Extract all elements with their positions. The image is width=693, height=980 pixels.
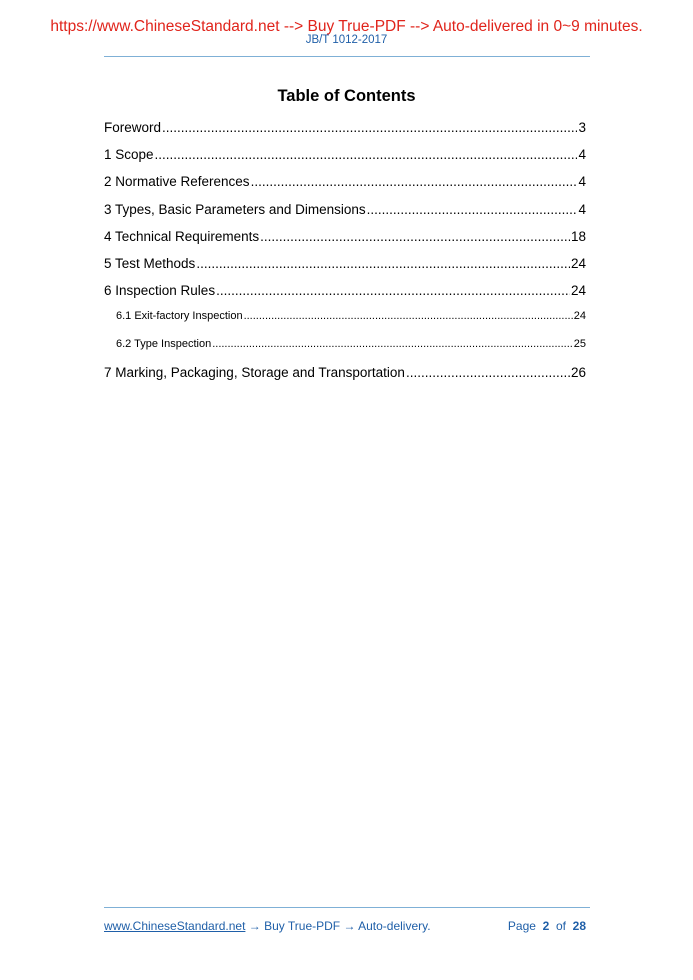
footer-divider — [104, 907, 590, 908]
total-pages-number: 28 — [572, 919, 586, 933]
toc-entry-type-inspection[interactable] — [104, 338, 586, 365]
toc-entry-page: 18 — [570, 228, 586, 244]
page-indicator — [508, 919, 586, 933]
toc-leader-dots — [196, 256, 570, 271]
toc-leader-dots — [367, 202, 578, 217]
toc-entry-page: 25 — [573, 337, 586, 350]
toc-leader-dots — [162, 120, 577, 135]
toc-entry-label: 1 Scope — [104, 147, 154, 163]
toc-entry-label: 7 Marking, Packaging, Storage and Transportation — [104, 364, 405, 380]
document-code: JB/T 1012-2017 — [305, 34, 388, 46]
toc-entry-label: 5 Test Methods — [104, 255, 196, 271]
toc-leader-dots — [260, 229, 570, 244]
toc-entry-scope[interactable] — [104, 147, 586, 174]
toc-leader-dots — [406, 365, 570, 380]
toc-entry-inspection-rules[interactable] — [104, 283, 586, 310]
toc-entry-label: 3 Types, Basic Parameters and Dimensions — [104, 201, 366, 217]
toc-entry-foreword[interactable] — [104, 120, 586, 147]
page-footer — [104, 919, 586, 933]
toc-leader-dots — [244, 310, 573, 322]
of-label: of — [555, 919, 566, 933]
toc-entry-test-methods[interactable] — [104, 256, 586, 283]
toc-entry-page: 3 — [578, 120, 586, 135]
toc-entry-page: 24 — [573, 310, 586, 323]
toc-entry-page: 24 — [570, 255, 586, 271]
toc-title: Table of Contents — [277, 87, 416, 105]
toc-entry-page: 4 — [578, 201, 586, 217]
toc-entry-page: 24 — [570, 283, 586, 299]
toc-entry-label: 6 Inspection Rules — [104, 283, 216, 299]
toc-leader-dots — [155, 147, 578, 162]
toc-entry-marking-packaging[interactable] — [104, 365, 586, 392]
header-divider — [104, 56, 590, 57]
toc-entry-exit-factory-inspection[interactable] — [104, 310, 586, 337]
toc-entry-page: 4 — [578, 174, 586, 190]
toc-entry-label: 6.1 Exit-factory Inspection — [116, 310, 243, 323]
page-label: Page — [507, 919, 536, 933]
toc-entry-technical-requirements[interactable] — [104, 229, 586, 256]
toc-entry-page: 4 — [578, 147, 586, 163]
toc-entry-page: 26 — [570, 364, 586, 380]
promo-banner[interactable]: https://www.ChineseStandard.net --> Buy True-PDF --> Auto-delivered in 0~9 minutes. — [50, 18, 643, 35]
toc-entry-label: 4 Technical Requirements — [104, 228, 260, 244]
footer-promo — [104, 919, 431, 933]
toc-entry-label: 6.2 Type Inspection — [116, 337, 212, 350]
footer-site-link[interactable]: www.ChineseStandard.net — [104, 919, 246, 933]
toc-entry-label: 2 Normative References — [104, 174, 250, 190]
table-of-contents — [104, 120, 586, 392]
toc-leader-dots — [216, 283, 570, 298]
current-page-number: 2 — [542, 919, 550, 933]
toc-leader-dots — [212, 338, 573, 350]
toc-leader-dots — [251, 174, 578, 189]
toc-entry-label: Foreword — [104, 120, 162, 135]
toc-entry-types-parameters[interactable] — [104, 202, 586, 229]
toc-entry-normative-references[interactable] — [104, 174, 586, 201]
footer-tagline: → Buy True-PDF → Auto-delivery. — [245, 919, 431, 933]
